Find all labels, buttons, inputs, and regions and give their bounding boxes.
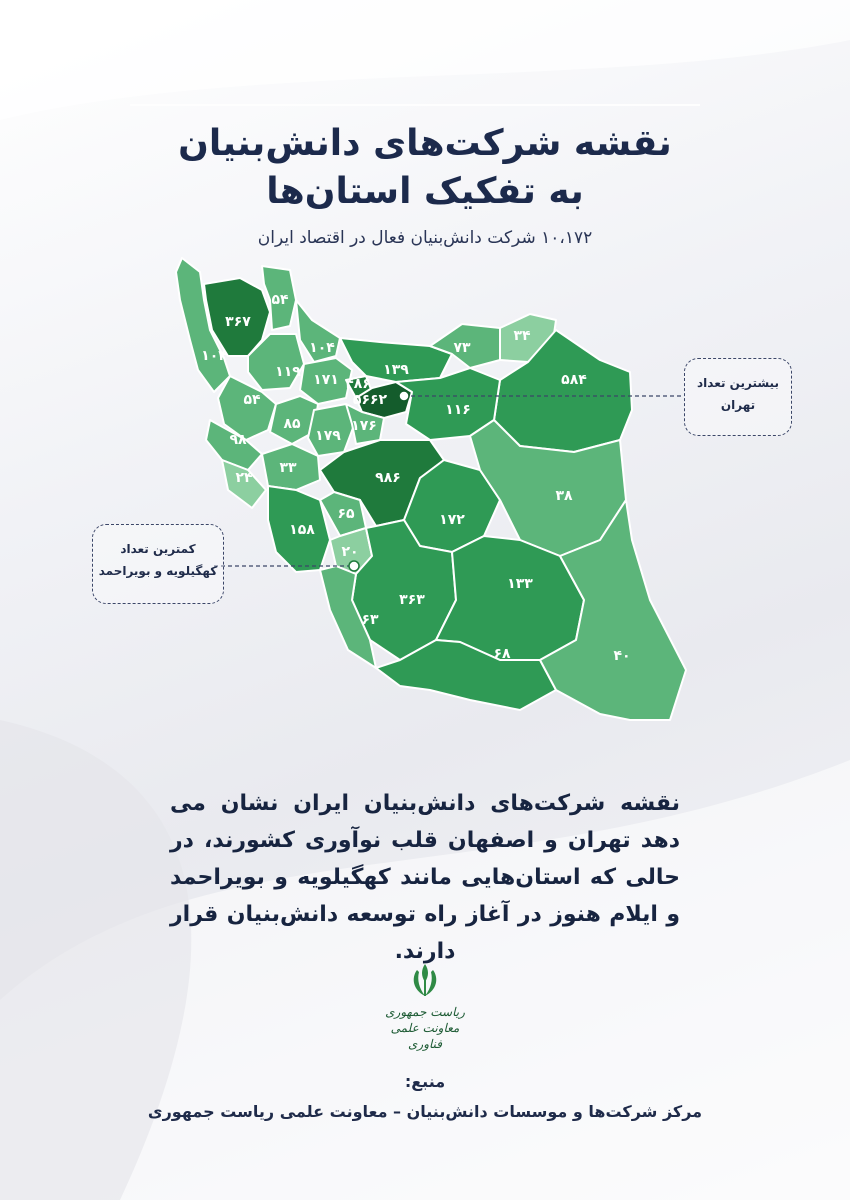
label-hormozgan: ۶۸	[493, 646, 511, 662]
label-north-khorasan: ۳۴	[513, 328, 531, 344]
label-isfahan: ۹۸۶	[375, 470, 401, 486]
source-label: منبع:	[404, 1072, 446, 1091]
label-markazi: ۱۷۹	[315, 428, 341, 444]
label-east-azarbaijan: ۳۶۷	[225, 314, 251, 330]
label-qazvin: ۱۷۱	[313, 372, 339, 388]
label-chaharmahal: ۶۵	[337, 506, 355, 522]
summary-paragraph: نقشه شرکت‌های دانش‌بنیان ایران نشان می دهد تهران و اصفهان قلب نوآوری کشورند، در حالی که استان‌هایی مانند کهگیلویه و بویراحمد و ایلام هنوز در آغاز راه توسعه دانش‌بنیان قرار دارند.	[170, 791, 680, 964]
marker-kohgiluyeh	[349, 561, 359, 571]
label-tehran: ۵۶۶۲	[352, 392, 388, 408]
title-line-2: به تفکیک استان‌ها	[266, 171, 584, 212]
callout-least-line1: کمترین تعداد	[120, 542, 196, 556]
label-razavi-khorasan: ۵۸۴	[561, 372, 587, 388]
callout-most-line2: تهران	[720, 398, 756, 412]
label-kohgiluyeh: ۲۰	[341, 544, 359, 560]
label-kurdistan: ۵۴	[243, 392, 261, 408]
label-kermanshah: ۹۸	[229, 432, 247, 448]
label-bushehr: ۶۳	[361, 612, 379, 628]
label-khuzestan: ۱۵۸	[289, 522, 315, 538]
logo-text-2: معاونت علمی فناوری	[390, 1021, 460, 1051]
label-yazd: ۱۷۲	[439, 512, 465, 528]
callout-least-line2: کهگیلویه و بویراحمد	[98, 564, 218, 578]
logo-text-1: ریاست جمهوری	[385, 1005, 465, 1019]
callout-most	[684, 358, 792, 436]
label-west-azarbaijan: ۱۰۴	[201, 348, 227, 364]
title-line-1: نقشه شرکت‌های دانش‌بنیان	[178, 123, 672, 164]
label-kerman: ۱۳۳	[507, 576, 533, 592]
label-fars: ۳۶۳	[399, 592, 425, 608]
callout-least	[92, 524, 224, 604]
label-lorestan: ۳۳	[279, 460, 297, 476]
label-south-khorasan: ۳۸	[555, 488, 573, 504]
presidency-logo	[380, 960, 470, 1060]
label-alborz: ۴۸۶	[345, 376, 371, 392]
label-ilam: ۲۴	[235, 470, 253, 486]
label-semnan: ۱۱۶	[445, 402, 471, 418]
label-gilan: ۱۰۴	[309, 340, 335, 356]
label-sistan: ۴۰	[613, 648, 631, 664]
label-golestan: ۷۳	[453, 340, 471, 356]
emblem-icon	[405, 960, 445, 1000]
label-qom: ۱۷۶	[351, 418, 377, 434]
label-ardabil: ۵۴	[271, 292, 289, 308]
subtitle: ۱۰،۱۷۲ شرکت دانش‌بنیان فعال در اقتصاد ایران	[257, 228, 593, 248]
label-hamadan: ۸۵	[283, 416, 301, 432]
source-text: مرکز شرکت‌ها و موسسات دانش‌بنیان – معاونت علمی ریاست جمهوری	[147, 1102, 703, 1121]
label-zanjan: ۱۱۹	[275, 364, 301, 380]
label-mazandaran: ۱۳۹	[383, 362, 409, 378]
callout-most-line1: بیشترین تعداد	[697, 376, 779, 390]
marker-tehran	[399, 391, 409, 401]
